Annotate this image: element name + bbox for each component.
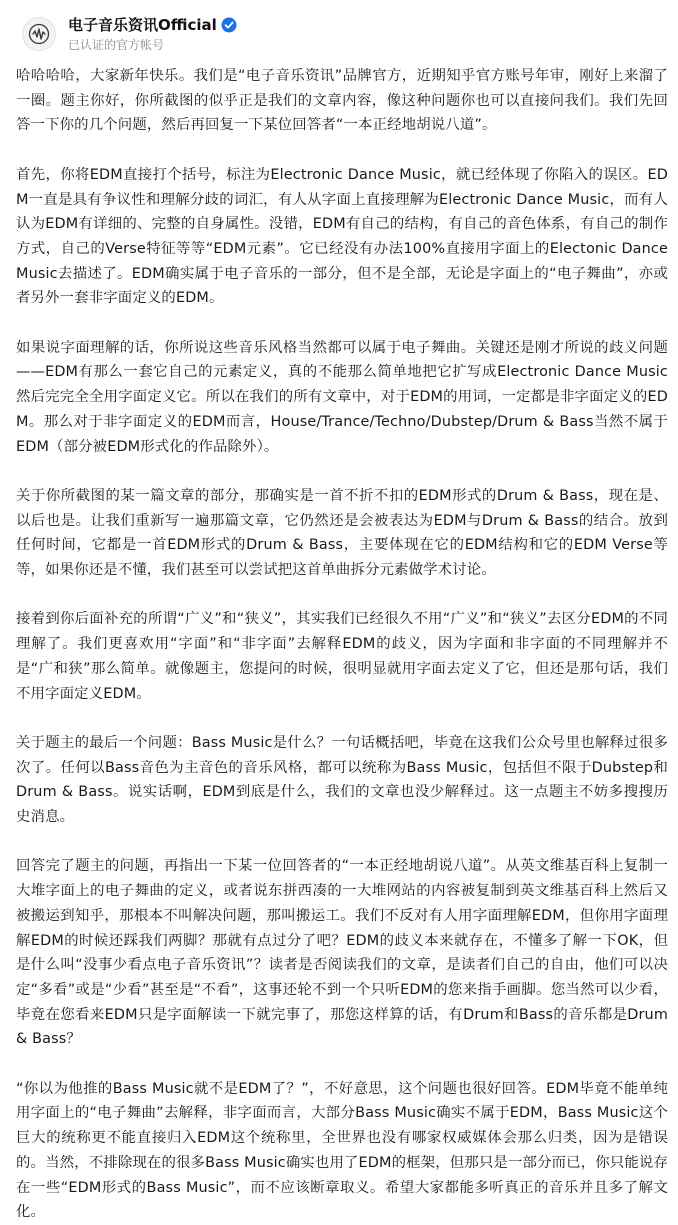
answer-paragraph: 如果说字面理解的话，你所说这些音乐风格当然都可以属于电子舞曲。关键还是刚才所说的歧义问题——EDM有那么一套它自己的元素定义，真的不能那么简单地把它扩写成Electronic Dance Music然后完完全全用字面定义它。所以在我们的所有文章中，对于EDM的用词，一定都是非字面定义的EDM。那么对于非字面定义的EDM而言，House/Trance/Techno/Dubstep/Drum & Bass当然不属于EDM（部分被EDM形式化的作品除外）。	[16, 339, 668, 455]
author-verified-label: 已认证的官方帐号	[68, 37, 165, 52]
answer-paragraph: 关于你所截图的某一篇文章的部分，那确实是一首不折不扣的EDM形式的Drum & Bass，现在是、以后也是。让我们重新写一遍那篇文章，它仍然还是会被表达为EDM与Drum & Bass的结合。放到任何时间，它都是一首EDM形式的Drum & Bass，主要体现在它的EDM结构和它的EDM Verse等等，如果你还是不懂，我们甚至可以尝试把这首单曲拆分元素做学术讨论。	[16, 487, 668, 579]
verified-check-icon	[221, 17, 237, 33]
author-row	[68, 15, 237, 35]
answer-paragraph: “你以为他推的Bass Music就不是EDM了？”，不好意思，这个问题也很好回答。EDM毕竟不能单纯用字面上的“电子舞曲”去解释，非字面而言，大部分Bass Music确实不属于EDM，Bass Music这个巨大的统称更不能直接归入EDM这个统称里，全世界也没有哪家权威媒体会那么归类，因为是错误的。当然，不排除现在的很多Bass Music确实也用了EDM的框架，但那只是一部分而已，你只能说存在一些“EDM形式的Bass Music”，而不应该断章取义。希望大家都能多听真正的音乐并且多了解文化。	[16, 1080, 668, 1221]
answer-content	[16, 64, 668, 1225]
answer-paragraph: 关于题主的最后一个问题：Bass Music是什么？一句话概括吧，毕竟在这我们公众号里也解释过很多次了。任何以Bass音色为主音色的音乐风格，都可以统称为Bass Music，包括但不限于Dubstep和Drum & Bass。说实话啊，EDM到底是什么，我们的文章也没少解释过。这一点题主不妨多搜搜历史消息。	[16, 734, 668, 826]
author-info	[68, 15, 237, 54]
answer-paragraph: 哈哈哈哈，大家新年快乐。我们是“电子音乐资讯”品牌官方，近期知乎官方账号年审，刚好上来溜了一圈。题主你好，你所截图的似乎正是我们的文章内容，像这种问题你也可以直接问我们。我们先回答一下你的几个问题，然后再回复一下某位回答者“一本正经地胡说八道”。	[16, 68, 668, 134]
answer-paragraph: 首先，你将EDM直接打个括号，标注为Electronic Dance Music，就已经体现了你陷入的误区。EDM一直是具有争议性和理解分歧的词汇，有人从字面上直接理解为Electronic Dance Music，而有人认为EDM有详细的、完整的自身属性。没错，EDM有自己的结构，有自己的音色体系，有自己的制作方式，自己的Verse特征等等“EDM元素”。它已经没有办法100%直接用字面上的Electonic Dance Music去描述了。EDM确实属于电子音乐的一部分，但不是全部，无论是字面上的“电子舞曲”，亦或者另外一套非字面定义的EDM。	[16, 166, 668, 307]
answer-paragraph: 回答完了题主的问题，再指出一下某一位回答者的“一本正经地胡说八道”。从英文维基百科上复制一大堆字面上的电子舞曲的定义，或者说东拼西凑的一大堆网站的内容被复制到英文维基百科上然后又被搬运到知乎，那根本不叫解决问题，那叫搬运工。我们不反对有人用字面理解EDM，但你用字面理解EDM的时候还踩我们两脚？那就有点过分了吧？EDM的歧义本来就存在，不懂多了解一下OK，但是什么叫“没事少看点电子音乐资讯”？读者是否阅读我们的文章，是读者们自己的自由，他们可以决定“多看”或是“少看”甚至是“不看”，这事还轮不到一个只听EDM的您来指手画脚。您当然可以少看，毕竟在您看来EDM只是字面解读一下就完事了，那您这样算的话，有Drum和Bass的音乐都是Drum & Bass？	[16, 858, 668, 1048]
answer-author-header	[22, 12, 237, 56]
answer-paragraph: 接着到你后面补充的所谓“广义”和“狭义”，其实我们已经很久不用“广义”和“狭义”去区分EDM的不同理解了。我们更喜欢用“字面”和“非字面”去解释EDM的歧义，因为字面和非字面的不同理解并不是“广和狭”那么简单。就像题主，您提问的时候，很明显就用字面去定义了它，但还是那句话，我们不用字面定义EDM。	[16, 611, 668, 702]
author-name[interactable]: 电子音乐资讯Official	[68, 15, 217, 34]
avatar[interactable]	[22, 17, 56, 51]
waveform-logo-icon	[28, 23, 50, 45]
